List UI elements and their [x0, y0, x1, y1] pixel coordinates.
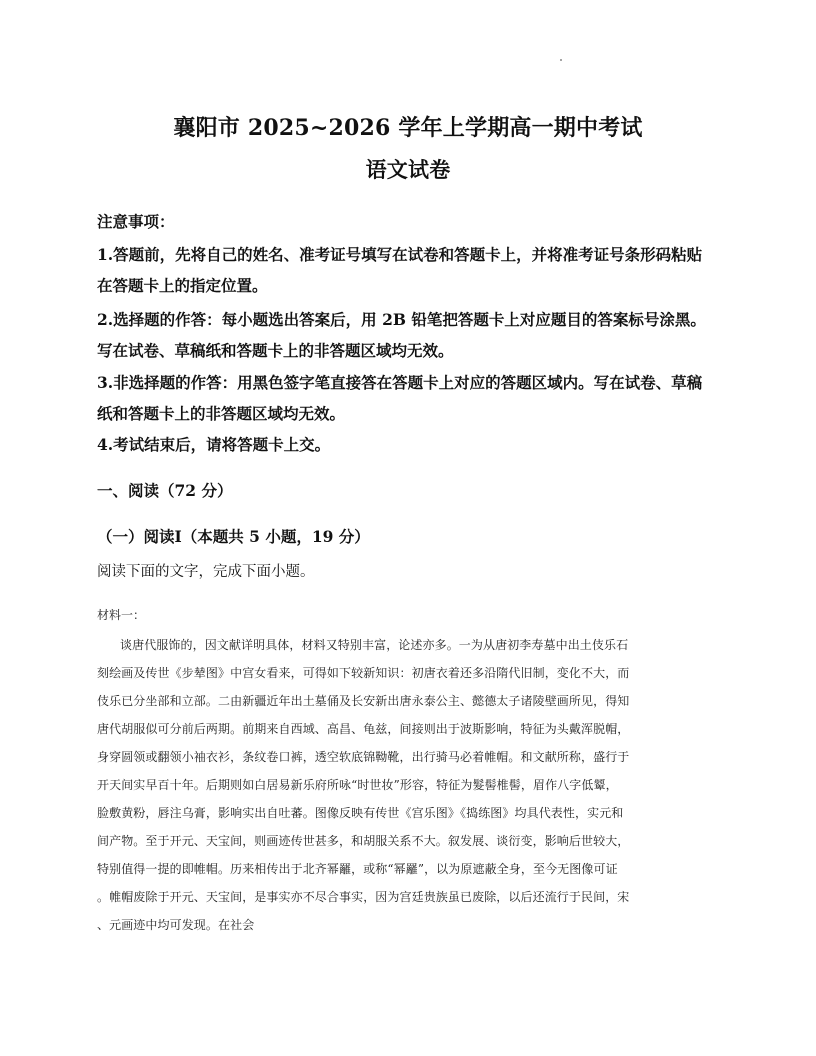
passage-line: 特别值得一提的即帷帽。历来相传出于北齐幂䍦，或称“幂䍦”，以为原遮蔽全身，至今无图像可证 [97, 862, 618, 876]
section-heading: 一、阅读（72 分） [97, 481, 233, 500]
material-label: 材料一： [97, 608, 146, 622]
notice-line: 写在试卷、草稿纸和答题卡上的非答题区域均无效。 [97, 341, 454, 360]
passage-line: 伎乐已分坐部和立部。二由新疆近年出土墓俑及长安新出唐永泰公主、懿德太子诸陵壁画所见，得知 [97, 694, 630, 708]
notice-line: 在答题卡上的指定位置。 [97, 276, 268, 295]
notice-line: 纸和答题卡上的非答题区域均无效。 [97, 404, 346, 423]
notice-line: 1.答题前，先将自己的姓名、准考证号填写在试卷和答题卡上，并将准考证号条形码粘贴 [97, 245, 703, 264]
exam-title: 襄阳市 2025~2026 学年上学期高一期中考试 [173, 115, 643, 141]
notice-heading: 注意事项： [97, 212, 175, 231]
subsection-heading: （一）阅读Ⅰ（本题共 5 小题，19 分） [97, 527, 370, 546]
page-mark-dot [560, 59, 562, 61]
passage-line: 谈唐代服饰的，因文献详明具体，材料又特别丰富，论述亦多。一为从唐初李寿墓中出土伎乐石 [120, 638, 629, 652]
passage-line: 间产物。至于开元、天宝间，则画迹传世甚多，和胡服关系不大。叙发展、谈衍变，影响后世较大， [97, 834, 630, 848]
exam-subtitle: 语文试卷 [365, 157, 451, 182]
passage-line: 刻绘画及传世《步辇图》中宫女看来，可得如下较新知识：初唐衣着还多沿隋代旧制，变化不大，而 [97, 666, 630, 680]
notice-line: 4.考试结束后，请将答题卡上交。 [97, 435, 331, 454]
passage-line: 脸敷黄粉，唇注乌膏，影响实出自吐蕃。图像反映有传世《宫乐图》《捣练图》均具代表性，实元和 [97, 806, 624, 820]
passage-line: 。帷帽废除于开元、天宝间，是事实亦不尽合事实，因为宫廷贵族虽已废除，以后还流行于民间，宋 [97, 890, 630, 904]
reading-instruction: 阅读下面的文字，完成下面小题。 [97, 564, 315, 580]
notice-line: 3.非选择题的作答：用黑色签字笔直接答在答题卡上对应的答题区域内。写在试卷、草稿 [97, 373, 703, 392]
passage-line: 唐代胡服似可分前后两期。前期来自西域、高昌、龟兹，间接则出于波斯影响，特征为头戴浑脱帽， [97, 722, 630, 736]
passage-line: 、元画迹中均可发现。在社会 [97, 918, 255, 932]
passage-line: 身穿圆领或翻领小袖衣衫，条纹卷口裤，透空软底锦靿靴，出行骑马必着帷帽。和文献所称，盛行于 [97, 750, 630, 764]
notice-line: 2.选择题的作答：每小题选出答案后，用 2B 铅笔把答题卡上对应题目的答案标号涂黑。 [97, 310, 706, 329]
passage-line: 开天间实早百十年。后期则如白居易新乐府所咏“时世妆”形容，特征为髮髻椎髻，眉作八字低颦， [97, 778, 618, 792]
